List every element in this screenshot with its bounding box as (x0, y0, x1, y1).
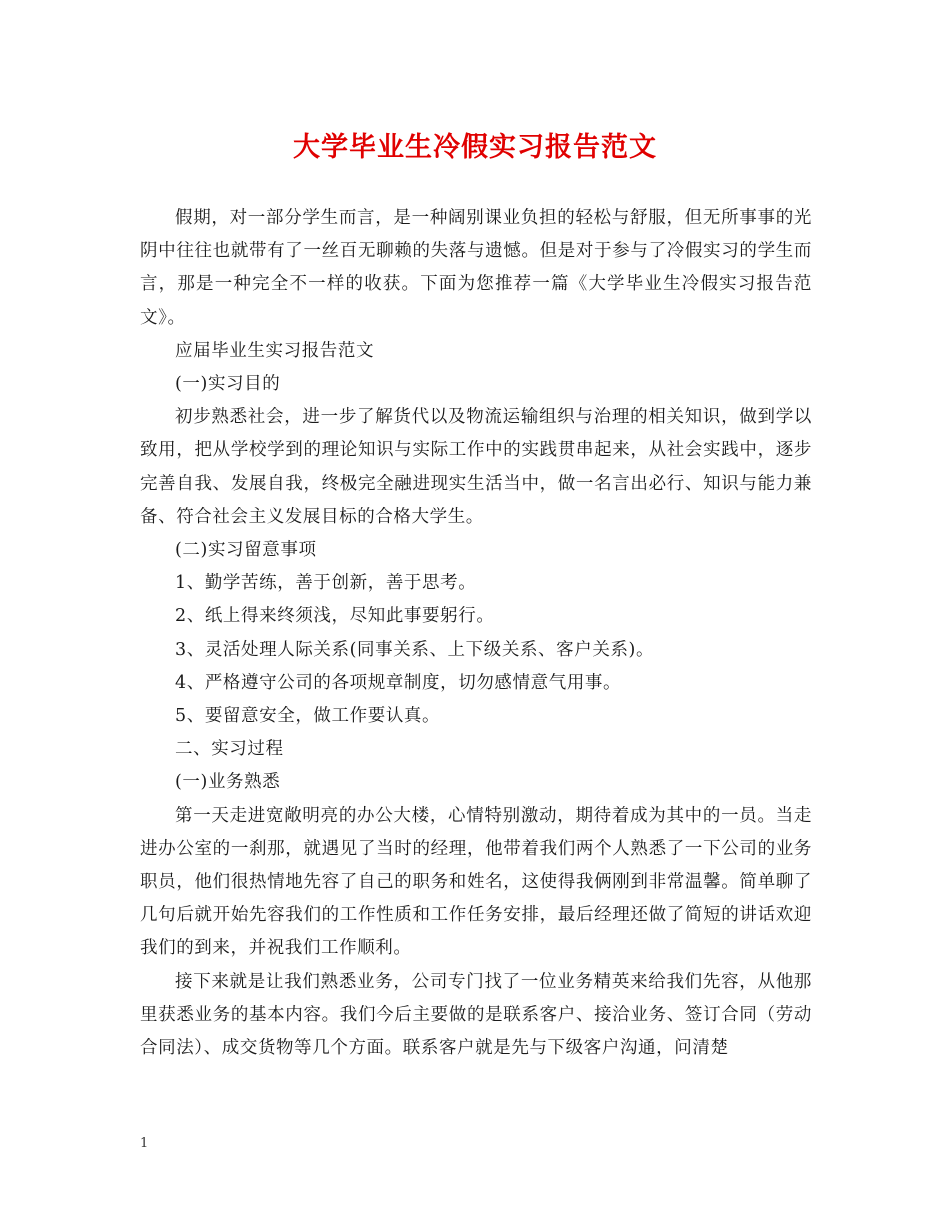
section-heading-process: 二、实习过程 (175, 739, 284, 760)
paragraph-purpose: 初步熟悉社会，进一步了解货代以及物流运输组织与治理的相关知识，做到学以致用，把从学校学到的理论知识与实际工作中的实践贯串起来，从社会实践中，逐步完善自我、发展自我，终极完全融进现实生活当中，做一名言出必行、知识与能力兼备、符合社会主义发展目标的合格大学生。 (140, 407, 812, 527)
list-item: 5、要留意安全，做工作要认真。 (175, 706, 441, 727)
list-item: 3、灵活处理人际关系(同事关系、上下级关系、客户关系)。 (175, 639, 655, 660)
page-number: 1 (140, 1136, 149, 1151)
paragraph-subtitle: 应届毕业生实习报告范文 (175, 340, 375, 361)
section-heading-notes: (二)实习留意事项 (175, 540, 317, 561)
document-body (140, 202, 812, 1065)
section-heading-purpose: (一)实习目的 (175, 374, 281, 395)
list-item: 2、纸上得来终须浅，尽知此事要躬行。 (175, 606, 495, 627)
list-item: 1、勤学苦练，善于创新，善于思考。 (175, 573, 477, 594)
list-item: 4、严格遵守公司的各项规章制度，切勿感情意气用事。 (175, 672, 622, 693)
paragraph-first-day: 第一天走进宽敞明亮的办公大楼，心情特别激动，期待着成为其中的一员。当走进办公室的一刹那，就遇见了当时的经理，他带着我们两个人熟悉了一下公司的业务职员，他们很热情地先容了自己的职务和姓名，这使得我俩刚到非常温馨。简单聊了几句后就开始先容我们的工作性质和工作任务安排，最后经理还做了简短的讲话欢迎我们的到来，并祝我们工作顺利。 (140, 805, 812, 959)
paragraph-business-learning: 接下来就是让我们熟悉业务，公司专门找了一位业务精英来给我们先容，从他那里获悉业务的基本内容。我们今后主要做的是联系客户、接洽业务、签订合同（劳动合同法）、成交货物等几个方面。联系客户就是先与下级客户沟通，问清楚 (140, 971, 812, 1059)
paragraph-intro: 假期，对一部分学生而言，是一种阔别课业负担的轻松与舒服，但无所事事的光阴中往往也就带有了一丝百无聊赖的失落与遗憾。但是对于参与了冷假实习的学生而言，那是一种完全不一样的收获。下面为您推荐一篇《大学毕业生冷假实习报告范文》。 (140, 208, 812, 328)
subsection-heading-business: (一)业务熟悉 (175, 772, 281, 793)
document-title: 大学毕业生冷假实习报告范文 (293, 132, 657, 163)
